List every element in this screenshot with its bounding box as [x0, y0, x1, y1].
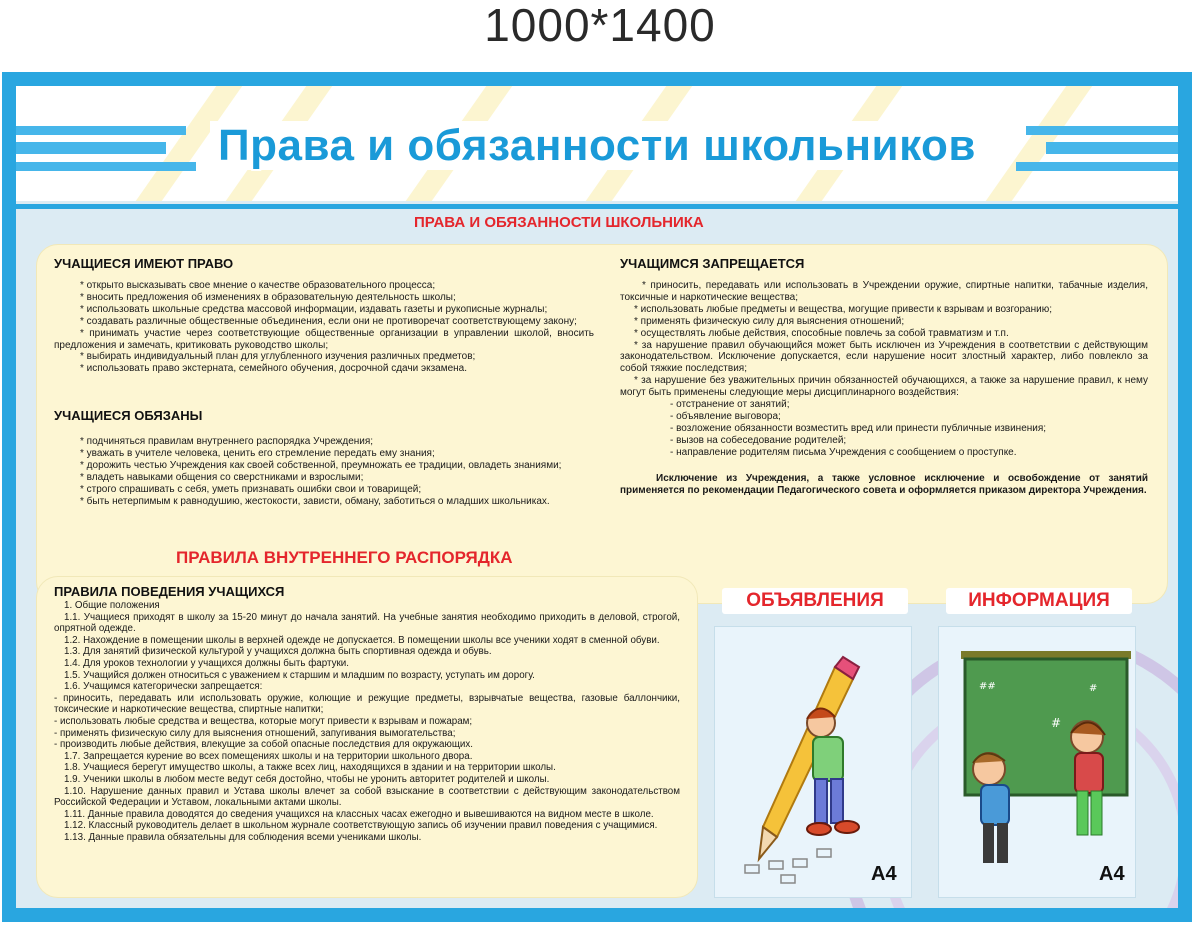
forbidden-list	[620, 280, 1148, 496]
list-item: * применять физическую силу для выяснения отношений;	[634, 315, 905, 327]
measure-item: - вызов на собеседование родителей;	[670, 434, 847, 446]
list-item: 1.10. Нарушение данных правил и Устава школы влечет за собой взыскание в соответствии с действующим законодательством Российской Федерации и Уставом, локальными актами школы.	[54, 785, 680, 809]
size-label: 1000*1400	[484, 0, 716, 51]
svg-text:#: #	[1051, 716, 1062, 730]
list-item: * открыто высказывать свое мнение о качестве образовательного процесса;	[80, 280, 436, 291]
list-item: * выбирать индивидуальный план для углубленного изучения различных предметов;	[80, 351, 476, 363]
list-item: * за нарушение без уважительных причин обязанностей обучающихся, а также за нарушение правил, к нему могут быть применены следующие меры дисциплинарного воздействия:	[620, 375, 1148, 399]
stand-inner	[16, 86, 1178, 908]
measure-item: - объявление выговора;	[670, 410, 781, 422]
pencil-boy-illustration	[715, 627, 911, 897]
list-item: - приносить, передавать или использовать оружие, колющие и режущие предметы, взрывчатые вещества, газовые баллончики, токсические и наркотические вещества, спиртные напитки;	[54, 692, 680, 716]
announcements-pocket[interactable]	[714, 626, 912, 898]
measure-item: - направление родителям письма Учреждения с сообщением о проступке.	[670, 446, 1017, 458]
information-label: ИНФОРМАЦИЯ	[946, 588, 1132, 614]
list-item: * уважать в учителе человека, ценить его стремление передать ему знания;	[80, 447, 435, 459]
blackboard-kids-illustration	[939, 627, 1135, 897]
rights-heading: УЧАЩИЕСЯ ИМЕЮТ ПРАВО	[54, 256, 234, 271]
list-item: 1.8. Учащиеся берегут имущество школы, а также всех лиц, находящихся в здании и на территории школы.	[64, 762, 556, 774]
list-item: * вносить предложения об изменениях в образовательную деятельность школы;	[80, 291, 456, 303]
page-title: Права и обязанности школьников	[16, 120, 1178, 172]
list-item: * строго спрашивать с себя, уметь признавать ошибки свои и товарищей;	[80, 483, 422, 495]
header-divider	[16, 204, 1178, 209]
pocket-size-label: А4	[871, 863, 897, 885]
list-item: 1.5. Учащийся должен относиться с уважением к старшим и младшим по возрасту, уступать им дорогу.	[64, 669, 535, 681]
list-item: 1.7. Запрещается курение во всех помещениях школы и на территории школьного двора.	[64, 750, 473, 762]
list-item: 1. Общие положения	[64, 600, 160, 611]
section-title-rights: ПРАВА И ОБЯЗАННОСТИ ШКОЛЬНИКА	[414, 214, 704, 231]
information-pocket[interactable]	[938, 626, 1136, 898]
list-item: 1.12. Классный руководитель делает в школьном журнале соответствующую запись об изучении правил поведения с учащимися.	[64, 820, 658, 832]
duties-list	[54, 436, 594, 507]
list-item: * приносить, передавать или использовать в Учреждении оружие, спиртные напитки, табачные изделия, токсичные и наркотические вещества;	[620, 280, 1148, 303]
list-item: 1.1. Учащиеся приходят в школу за 15-20 минут до начала занятий. На учебные занятия необходимо приходить в деловой, строгой, опрятной одежде.	[54, 611, 680, 635]
list-item: * создавать различные общественные объединения, если они не противоречат соответствующему закону;	[80, 315, 577, 327]
pocket-size-label: А4	[1099, 863, 1125, 885]
list-item: * использовать школьные средства массовой информации, издавать газеты и рукописные журналы;	[80, 303, 548, 315]
svg-text:#: #	[1089, 683, 1098, 694]
list-item: * владеть навыками общения со сверстниками и взрослыми;	[80, 471, 364, 483]
list-item: * принимать участие через соответствующие общественные организации в управлении школой, вносить предложения и замечать, критиковать руководство школы;	[54, 327, 594, 351]
list-item: - применять физическую силу для выяснения отношений, запугивания вымогательства;	[54, 727, 456, 739]
list-item: 1.4. Для уроков технологии у учащихся должны быть фартуки.	[64, 657, 349, 669]
list-item: 1.11. Данные правила доводятся до сведения учащихся на классных часах ежегодно и вывешиваются на видном месте в школе.	[64, 808, 654, 820]
announcements-label: ОБЪЯВЛЕНИЯ	[722, 588, 908, 614]
list-item: 1.3. Для занятий физической культурой у учащихся должна быть спортивная одежда и обувь.	[64, 646, 492, 658]
list-item: * быть нетерпимым к равнодушию, жестокости, зависти, обману, заботиться о младших школьниках.	[80, 495, 550, 507]
rights-list	[54, 280, 594, 375]
conduct-list	[54, 600, 680, 843]
list-item: 1.6. Учащимся категорически запрещается:	[64, 681, 263, 693]
measure-item: - отстранение от занятий;	[670, 399, 790, 411]
header-area	[16, 86, 1178, 201]
list-item: 1.2. Нахождение в помещении школы в верхней одежде не допускается. В помещении школы все ученики ходят в сменной обуви.	[64, 634, 660, 646]
list-item: * за нарушение правил обучающийся может быть исключен из Учреждения в соответствии с действующим законодательством. Исключение допускается, если нарушение носит злостный характер, либо повлекло за собой тяжкие последствия;	[620, 339, 1148, 375]
exclusion-note: Исключение из Учреждения, а также условное исключение и освобождение от занятий применяется по рекомендации Педагогического совета и оформляется приказом директора Учреждения.	[620, 472, 1148, 496]
list-item: 1.13. Данные правила обязательны для соблюдения всеми учениками школы.	[64, 831, 422, 843]
list-item: - производить любые действия, влекущие за собой опасные последствия для окружающих.	[54, 739, 474, 751]
duties-heading: УЧАЩИЕСЯ ОБЯЗАНЫ	[54, 408, 203, 423]
list-item: - использовать любые средства и вещества, которые могут привести к взрывам и пожарам;	[54, 715, 473, 727]
list-item: * использовать право экстерната, семейного обучения, досрочной сдачи экзамена.	[80, 363, 468, 375]
stand-board	[2, 72, 1192, 922]
conduct-heading: ПРАВИЛА ПОВЕДЕНИЯ УЧАЩИХСЯ	[54, 584, 285, 599]
forbidden-heading: УЧАЩИМСЯ ЗАПРЕЩАЕТСЯ	[620, 256, 805, 271]
list-item: * дорожить честью Учреждения как своей собственной, преумножать ее традиции, овладеть знаниями;	[80, 459, 562, 471]
list-item: * осуществлять любые действия, способные повлечь за собой травматизм и т.п.	[634, 327, 1009, 339]
list-item: 1.9. Ученики школы в любом месте ведут себя достойно, чтобы не уронить авторитет родителей и школы.	[64, 773, 550, 785]
list-item: * подчиняться правилам внутреннего распорядка Учреждения;	[80, 436, 374, 447]
svg-text:##: ##	[979, 681, 996, 692]
list-item: * использовать любые предметы и вещества, могущие привести к взрывам и возгоранию;	[634, 303, 1053, 315]
measure-item: - возложение обязанности возместить вред или принести публичные извинения;	[670, 422, 1047, 434]
section-title-rules: ПРАВИЛА ВНУТРЕННЕГО РАСПОРЯДКА	[176, 548, 513, 567]
